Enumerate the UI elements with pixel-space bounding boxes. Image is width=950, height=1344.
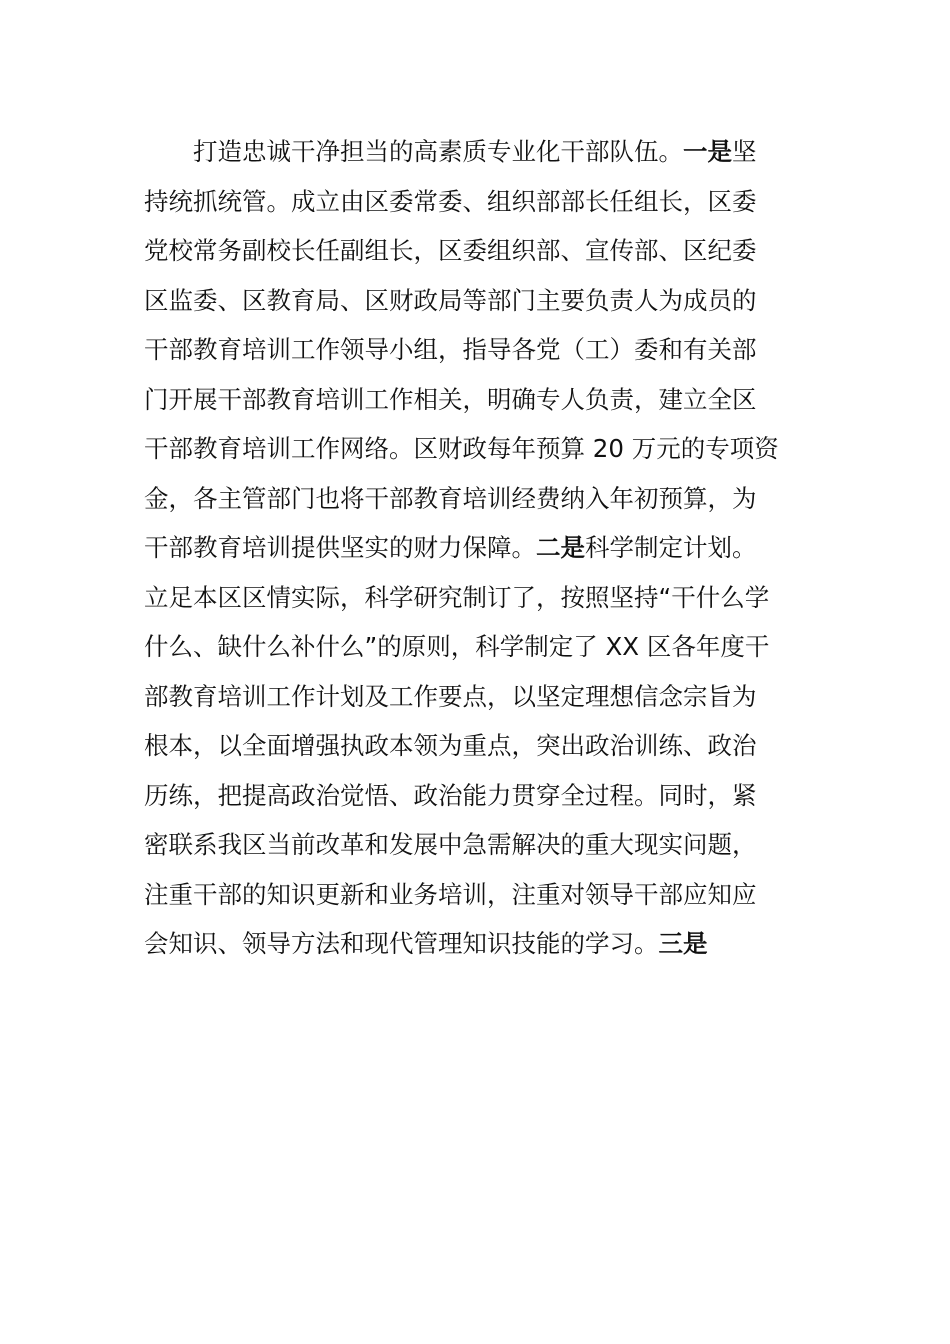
text-run: 什么、缺什么补什么”的原则，科学制定了 XX 区各年度干 bbox=[144, 632, 770, 661]
text-run: 干部教育培训工作领导小组，指导各党（工）委和有关部 bbox=[144, 335, 757, 364]
text-run: 根本，以全面增强执政本领为重点，突出政治训练、政治 bbox=[144, 731, 757, 760]
text-run: 打造忠诚干净担当的高素质专业化干部队伍。 bbox=[193, 137, 683, 166]
text-line bbox=[144, 375, 814, 425]
text-run: 注重干部的知识更新和业务培训，注重对领导干部应知应 bbox=[144, 879, 757, 909]
bold-marker: 三是 bbox=[658, 929, 708, 958]
bold-marker: 一是 bbox=[683, 137, 732, 166]
text-run: 密联系我区当前改革和发展中急需解决的重大现实问题， bbox=[144, 830, 757, 859]
text-line bbox=[144, 573, 814, 623]
text-line bbox=[144, 820, 814, 870]
text-line bbox=[144, 325, 814, 375]
text-line bbox=[144, 870, 814, 920]
text-line bbox=[144, 622, 814, 672]
text-line bbox=[144, 276, 814, 326]
text-line bbox=[144, 127, 814, 177]
text-run: 干部教育培训工作网络。区财政每年预算 20 万元的专项资 bbox=[144, 434, 779, 463]
text-line bbox=[144, 919, 814, 969]
bold-marker: 二是 bbox=[536, 533, 585, 562]
body-paragraph bbox=[144, 127, 814, 969]
text-run: 持统抓统管。成立由区委常委、组织部部长任组长，区委 bbox=[144, 186, 757, 216]
text-line bbox=[144, 226, 814, 276]
text-line bbox=[144, 771, 814, 821]
text-run: 门开展干部教育培训工作相关，明确专人负责，建立全区 bbox=[144, 384, 757, 414]
text-run: 党校常务副校长任副组长，区委组织部、宣传部、区纪委 bbox=[144, 236, 757, 265]
text-run: 科学制定计划。 bbox=[585, 533, 757, 562]
text-run: 部教育培训工作计划及工作要点，以坚定理想信念宗旨为 bbox=[144, 681, 757, 711]
text-line bbox=[144, 672, 814, 722]
text-run: 区监委、区教育局、区财政局等部门主要负责人为成员的 bbox=[144, 285, 757, 315]
text-run: 会知识、领导方法和现代管理知识技能的学习。 bbox=[144, 929, 659, 958]
text-run: 立足本区区情实际，科学研究制订了，按照坚持“干什么学 bbox=[144, 582, 770, 612]
text-run: 金，各主管部门也将干部教育培训经费纳入年初预算，为 bbox=[144, 483, 757, 513]
text-line bbox=[144, 721, 814, 771]
text-line bbox=[144, 177, 814, 227]
text-run: 坚 bbox=[732, 137, 757, 166]
text-line bbox=[144, 523, 814, 573]
text-line bbox=[144, 474, 814, 524]
text-line bbox=[144, 424, 814, 474]
text-run: 历练，把提高政治觉悟、政治能力贯穿全过程。同时，紧 bbox=[144, 780, 757, 810]
text-run: 干部教育培训提供坚实的财力保障。 bbox=[144, 533, 536, 562]
